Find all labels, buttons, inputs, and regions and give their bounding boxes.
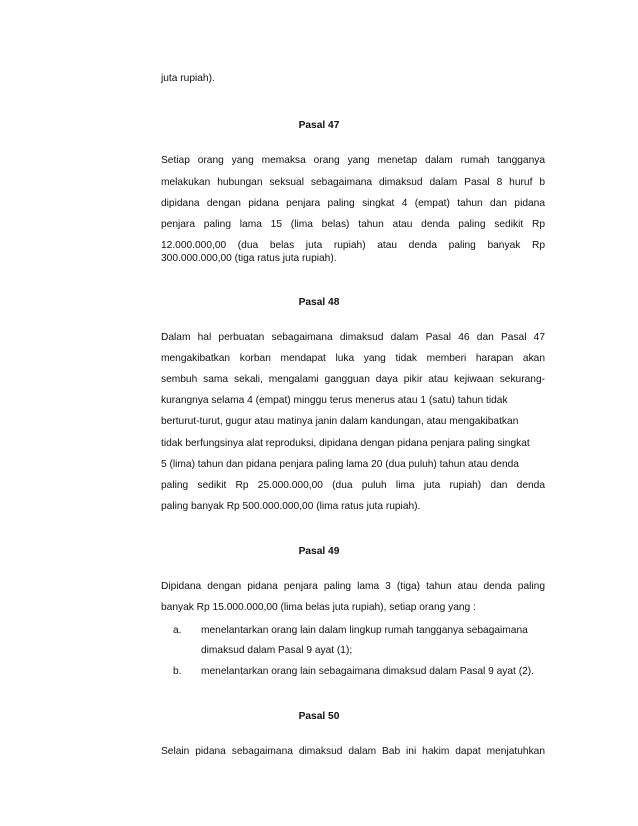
pasal-47-heading: Pasal 47 xyxy=(298,120,340,131)
pasal-48-line: Dalam hal perbuatan sebagaimana dimaksud dalam Pasal 46 dan Pasal 47 xyxy=(161,332,545,343)
list-item-label: a. xyxy=(173,625,182,636)
pasal-47-line: melakukan hubungan seksual sebagaimana dimaksud dalam Pasal 8 huruf b xyxy=(161,177,545,188)
list-item-text: menelantarkan orang lain sebagaimana dimaksud dalam Pasal 9 ayat (2). xyxy=(201,666,534,677)
pasal-48-line: sembuh sama sekali, mengalami gangguan daya pikir atau kejiwaan sekurang- xyxy=(161,374,545,385)
pasal-49-line: banyak Rp 15.000.000,00 (lima belas juta rupiah), setiap orang yang : xyxy=(161,602,476,613)
pasal-47-line: 12.000.000,00 (dua belas juta rupiah) atau denda paling banyak Rp xyxy=(161,240,545,251)
pasal-48-line: tidak berfungsinya alat reproduksi, dipidana dengan pidana penjara paling singkat xyxy=(161,438,530,449)
pasal-50-line: Selain pidana sebagaimana dimaksud dalam Bab ini hakim dapat menjatuhkan xyxy=(161,746,545,757)
pasal-47-line: dipidana dengan pidana penjara paling singkat 4 (empat) tahun dan pidana xyxy=(161,198,545,209)
pasal-49-heading: Pasal 49 xyxy=(298,546,340,557)
pasal-48-line: mengakibatkan korban mendapat luka yang tidak memberi harapan akan xyxy=(161,353,545,364)
pasal-49-line: Dipidana dengan pidana penjara paling lama 3 (tiga) tahun atau denda paling xyxy=(161,581,545,592)
pasal-47-line: penjara paling lama 15 (lima belas) tahun atau denda paling sedikit Rp xyxy=(161,219,545,230)
pasal-47-line: 300.000.000,00 (tiga ratus juta rupiah). xyxy=(161,253,337,264)
pasal-48-line: paling sedikit Rp 25.000.000,00 (dua puluh lima juta rupiah) dan denda xyxy=(161,480,545,491)
list-item-text: dimaksud dalam Pasal 9 ayat (1); xyxy=(201,645,353,656)
list-item-text: menelantarkan orang lain dalam lingkup rumah tangganya sebagaimana xyxy=(201,625,528,636)
pasal-47-line: Setiap orang yang memaksa orang yang menetap dalam rumah tangganya xyxy=(161,155,545,166)
pasal-48-line: paling banyak Rp 500.000.000,00 (lima ratus juta rupiah). xyxy=(161,501,421,512)
list-item-label: b. xyxy=(173,666,182,677)
intro-text: juta rupiah). xyxy=(161,73,215,84)
pasal-48-line: kurangnya selama 4 (empat) minggu terus menerus atau 1 (satu) tahun tidak xyxy=(161,395,508,406)
pasal-48-heading: Pasal 48 xyxy=(298,297,340,308)
pasal-48-line: 5 (lima) tahun dan pidana penjara paling lama 20 (dua puluh) tahun atau denda xyxy=(161,459,519,470)
pasal-48-line: berturut-turut, gugur atau matinya janin dalam kandungan, atau mengakibatkan xyxy=(161,416,519,427)
pasal-50-heading: Pasal 50 xyxy=(298,711,340,722)
